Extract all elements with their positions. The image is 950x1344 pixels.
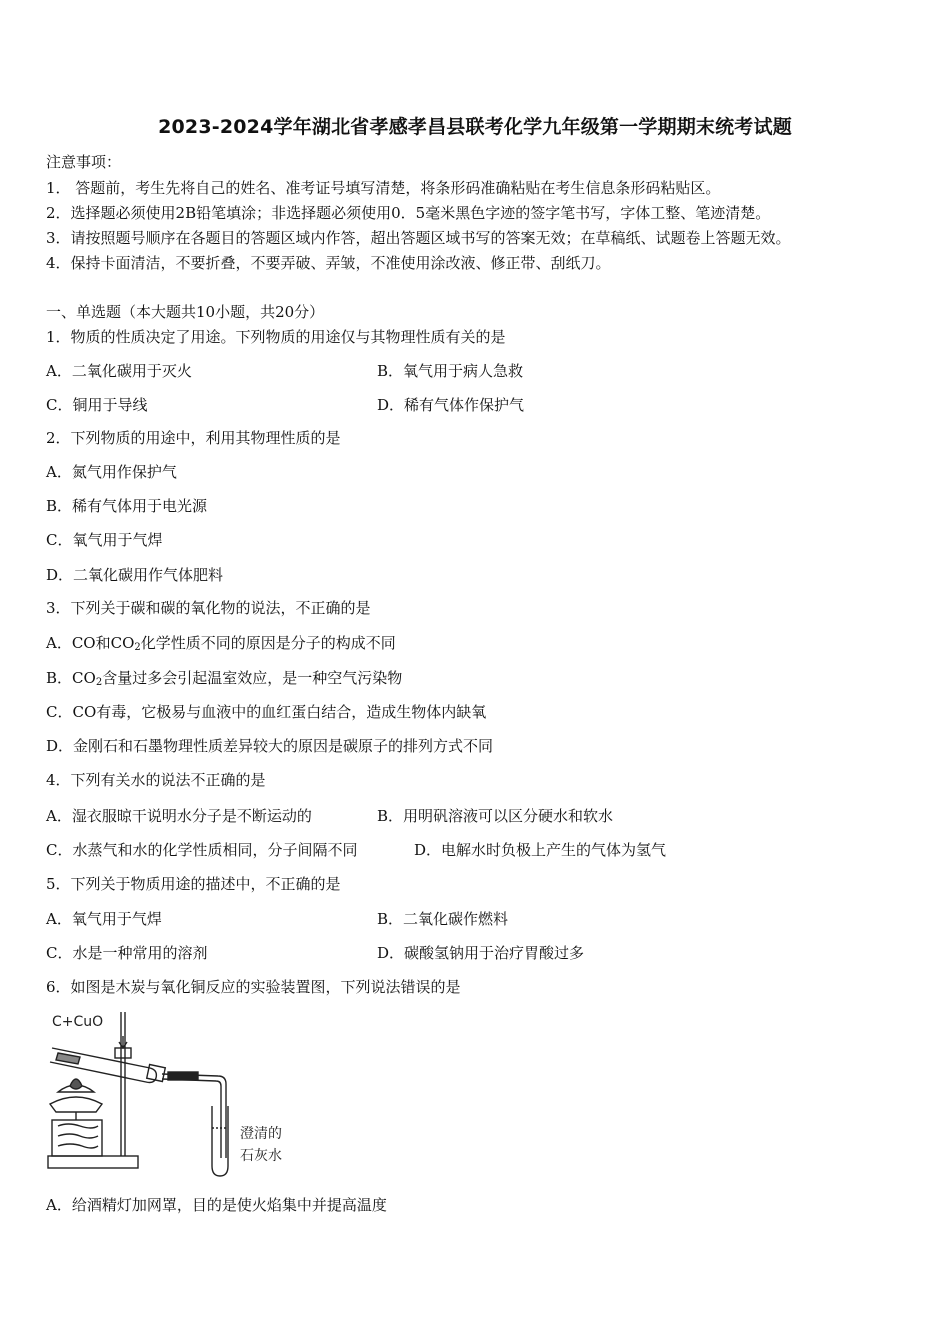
flame xyxy=(70,1079,82,1089)
q1-option-c: C．铜用于导线 xyxy=(46,396,148,414)
notice-heading: 注意事项： xyxy=(46,153,122,171)
q3-a-text-rest: 化学性质不同的原因是分子的构成不同 xyxy=(140,634,396,652)
q3-option-d: D．金刚石和石墨物理性质差异较大的原因是碳原子的排列方式不同 xyxy=(46,737,494,755)
clamp xyxy=(115,1048,131,1058)
solution-label-line2: 石灰水 xyxy=(240,1148,282,1164)
q2-option-d: D．二氧化碳用作气体肥料 xyxy=(46,566,224,584)
q2-stem: 2．下列物质的用途中，利用其物理性质的是 xyxy=(46,429,341,447)
notice-item-1: 1． 答题前，考生先将自己的姓名、准考证号填写清楚，将条形码准确粘贴在考生信息条形码粘贴区。 xyxy=(46,179,721,197)
q6-option-a: A．给酒精灯加网罩，目的是使火焰集中并提高温度 xyxy=(46,1196,387,1214)
q2-option-a: A．氮气用作保护气 xyxy=(46,463,177,481)
q4-option-a: A．湿衣服晾干说明水分子是不断运动的 xyxy=(46,807,312,825)
q5-stem: 5．下列关于物质用途的描述中，不正确的是 xyxy=(46,875,341,893)
q4-option-b: B．用明矾溶液可以区分硬水和软水 xyxy=(377,807,614,825)
q3-stem: 3．下列关于碳和碳的氧化物的说法，不正确的是 xyxy=(46,599,371,617)
q5-option-d: D．碳酸氢钠用于治疗胃酸过多 xyxy=(377,944,585,962)
apparatus-figure xyxy=(40,1008,320,1178)
solution-label-line1: 澄清的 xyxy=(240,1126,282,1142)
q6-stem: 6．如图是木炭与氧化铜反应的实验装置图，下列说法错误的是 xyxy=(46,978,461,996)
delivery-tube xyxy=(162,1074,226,1158)
q1-option-b: B．氧气用于病人急救 xyxy=(377,362,524,380)
q1-stem: 1．物质的性质决定了用途。下列物质的用途仅与其物理性质有关的是 xyxy=(46,328,506,346)
reagent-label: C+CuO xyxy=(52,1014,104,1030)
q3-a-text: A．CO和CO xyxy=(46,634,135,652)
q2-option-c: C．氧气用于气焊 xyxy=(46,531,163,549)
q3-b-text-rest: 含量过多会引起温室效应，是一种空气污染物 xyxy=(102,669,403,687)
section-heading: 一、单选题（本大题共10小题，共20分） xyxy=(46,303,325,321)
notice-item-2: 2．选择题必须使用2B铅笔填涂；非选择题必须使用0．5毫米黑色字迹的签字笔书写，字体工整、笔迹清楚。 xyxy=(46,204,771,222)
q3-b-text: B．CO xyxy=(46,669,96,687)
q5-option-b: B．二氧化碳作燃料 xyxy=(377,910,509,928)
q5-option-c: C．水是一种常用的溶剂 xyxy=(46,944,208,962)
q2-option-b: B．稀有气体用于电光源 xyxy=(46,497,208,515)
q3-b-subscript: 2 xyxy=(95,677,103,688)
q3-option-c: C．CO有毒，它极易与血液中的血红蛋白结合，造成生物体内缺氧 xyxy=(46,703,487,721)
test-tube xyxy=(50,1048,156,1083)
q4-option-d: D．电解水时负极上产生的气体为氢气 xyxy=(414,841,667,859)
q4-option-c: C．水蒸气和水的化学性质相同，分子间隔不同 xyxy=(46,841,358,859)
notice-item-4: 4．保持卡面清洁，不要折叠，不要弄破、弄皱，不准使用涂改液、修正带、刮纸刀。 xyxy=(46,254,611,272)
notice-item-3: 3．请按照题号顺序在各题目的答题区域内作答，超出答题区域书写的答案无效；在草稿纸、试题卷上答题无效。 xyxy=(46,229,791,247)
page-title: 2023-2024学年湖北省孝感孝昌县联考化学九年级第一学期期末统考试题 xyxy=(158,116,792,138)
q5-option-a: A．氧气用于气焊 xyxy=(46,910,162,928)
q1-option-d: D．稀有气体作保护气 xyxy=(377,396,525,414)
q1-option-a: A．二氧化碳用于灭火 xyxy=(46,362,192,380)
q3-a-subscript: 2 xyxy=(134,642,141,653)
q3-option-b xyxy=(46,668,402,688)
q4-stem: 4．下列有关水的说法不正确的是 xyxy=(46,771,266,789)
stand-base xyxy=(48,1156,138,1168)
q3-option-a xyxy=(46,633,396,653)
